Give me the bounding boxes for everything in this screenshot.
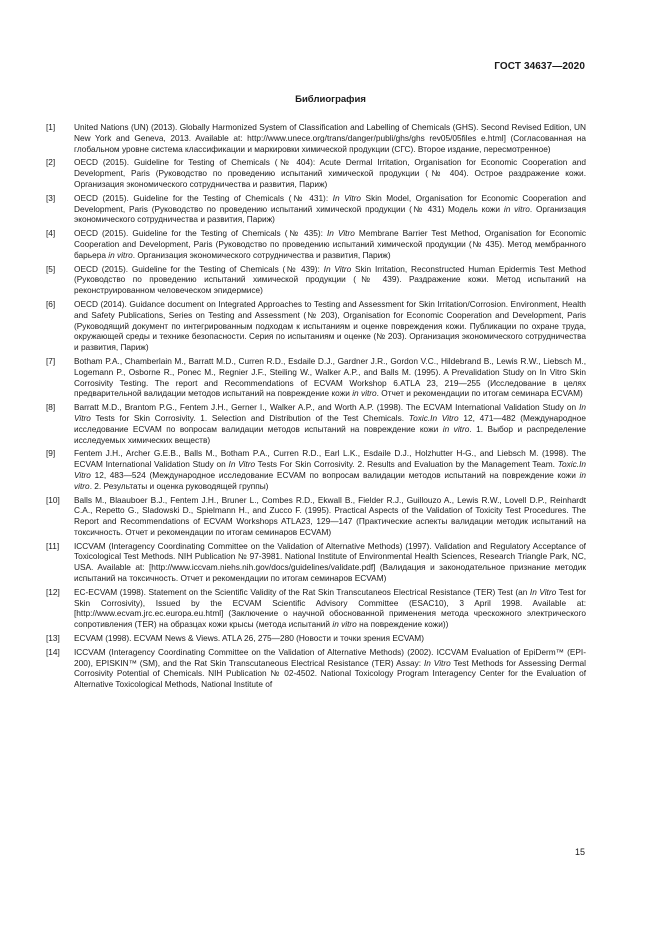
reference-segment: OECD (2015). Guideline for the Testing of Chemicals (№ 431):: [74, 192, 333, 203]
reference-segment: Tests for Skin Corrosivity. 1. Selection and Distribution of the Test Chemicals.: [90, 412, 409, 423]
reference-number: [12]: [46, 586, 60, 597]
bibliography-entry: [46, 122, 586, 154]
reference-segment: на повреждение кожи)): [356, 619, 449, 630]
reference-segment: OECD (2015). Guideline for the Testing of Chemicals (№ 439):: [74, 263, 324, 274]
reference-segment: Tests For Skin Corrosivity. 2. Results and Evaluation by the Management Team.: [255, 459, 558, 470]
reference-text: [74, 495, 586, 538]
reference-number: [3]: [46, 192, 56, 203]
reference-italic-segment: in vitro: [74, 469, 586, 491]
reference-text: [74, 647, 586, 690]
reference-italic-segment: In Vitro: [74, 402, 586, 423]
reference-text: [74, 541, 586, 584]
reference-text: [74, 633, 586, 644]
reference-italic-segment: In Vitro: [228, 459, 256, 470]
reference-segment: United Nations (UN) (2013). Globally Harmonized System of Classification and Labelling of Chemicals (GHS). Second Revised Edition, UN New York and Geneva, 2013. Available at: http://www.unece.org/trans/danger/publi/ghs/ghs rev05/05files e.html] (Согласованная на глобальном уровне система классификации и маркировки химической продукции (СГС). Второе издание, пересмотренное): [74, 122, 586, 154]
reference-italic-segment: in vitro: [503, 203, 530, 214]
reference-italic-segment: In Vitro: [529, 586, 557, 597]
reference-text: [74, 193, 586, 225]
reference-number: [7]: [46, 355, 56, 366]
reference-number: [4]: [46, 228, 56, 239]
reference-number: [9]: [46, 448, 56, 459]
reference-italic-segment: in vitro: [442, 423, 470, 434]
reference-text: [74, 587, 586, 630]
reference-segment: . Отчет и рекомендации по итогам семинара ECVAM): [376, 388, 583, 399]
bibliography-entry: [46, 448, 586, 491]
reference-number: [14]: [46, 646, 60, 657]
reference-italic-segment: in vitro: [108, 249, 133, 260]
page-number: 15: [574, 847, 585, 857]
bibliography-entry: [46, 633, 586, 644]
reference-number: [11]: [46, 540, 60, 551]
reference-italic-segment: In Vitro: [326, 228, 355, 239]
reference-italic-segment: Toxic.In Vitro: [74, 459, 586, 480]
bibliography-entry: [46, 587, 586, 630]
reference-segment: OECD (2015). Guideline for the Testing of Chemicals (№ 435):: [74, 228, 327, 239]
bibliography-entry: [46, 193, 586, 225]
reference-segment: Membrane Barrier Test Method, Organisation for Economic Cooperation and Development, Paris (Руководство по проведению испытаний химической продукции (№ 435). Метод мембранного барьера: [74, 228, 587, 260]
reference-italic-segment: In Vitro: [423, 657, 451, 668]
reference-segment: EC-ECVAM (1998). Statement on the Scientific Validity of the Rat Skin Transcutaneos Electrical Resistance (TER) Test (an: [74, 586, 530, 597]
reference-segment: OECD (2015). Guideline for Testing of Chemicals (№ 404): Acute Dermal Irritation, Organisation for Economic Cooperation and Development, Paris (Руководство по проведению испытаний химической продукции (№ 404). Острое раздражение кожи. Организация экономического сотрудничества и развития, Париж): [74, 157, 586, 189]
bibliography-entry: [46, 264, 586, 296]
reference-segment: Fentem J.H., Archer G.E.B., Balls M., Botham P.A., Curren R.D., Earl L.K., Esdaile D.J., Holzhutter H-G., and Liebsch M. (1998). The ECVAM International Validation Study on: [74, 448, 586, 470]
bibliography-entry: [46, 228, 586, 260]
reference-text: [74, 299, 586, 353]
reference-text: [74, 122, 586, 154]
reference-number: [1]: [46, 122, 56, 132]
reference-segment: Balls M., Blaauboer B.J., Fentem J.H., Bruner L., Combes R.D., Ekwall B., Fielder R.J., Guillouzo A., Lewis R.W., Lovell D.P., Reinhardt C.A., Repetto G., Sladowski D., Spielmann H., and Zucco F. (1995). Practical Aspects of the Validation of Toxicity Test Procedures. The Report and Recommendations of ECVAM Workshops ATLA23, 129—147 (Практические аспекты валидации методик испытаний на токсичность. Отчет и рекомендации по итогам семинаров ECVAM): [74, 494, 586, 537]
section-title: Библиография: [295, 94, 366, 105]
reference-text: [74, 157, 586, 189]
reference-segment: . Организация экономического сотрудничества и развития, Париж): [74, 203, 586, 225]
reference-segment: Barratt M.D., Brantom P.G., Fentem J.H., Gerner I., Walker A.P., and Worth A.P. (1998). The ECVAM International Validation Study on: [74, 402, 580, 413]
bibliography-entry: [46, 647, 586, 690]
bibliography-entry: [46, 157, 586, 189]
bibliography-entry: [46, 299, 586, 353]
reference-segment: ECVAM (1998). ECVAM News & Views. ATLA 26, 275—280 (Новости и точки зрения ECVAM): [74, 633, 424, 644]
reference-segment: . Организация экономического сотрудничества и развития, Париж): [132, 249, 391, 260]
reference-number: [2]: [46, 157, 56, 168]
reference-text: [74, 402, 586, 445]
reference-segment: 12, 471—482 (Международное исследование ECVAM по вопросам валидации методов испытаний на повреждение кожи: [74, 412, 586, 434]
reference-italic-segment: In Vitro: [323, 263, 352, 274]
reference-segment: Test for Skin Corrosivity), Issued by the ECVAM Scientific Advisory Committee (ESAC10), 3 April 1998. Available at: [http://www.ecvam.jrc.ec.europa.eu.html] (Заключение о научной обоснованной применения метода чрескожного электрического сопротивления (TER) на образцах кожи крысы (метода испытаний: [74, 586, 587, 630]
reference-segment: ICCVAM (Interagency Coordinating Committee on the Validation of Alternative Methods) (2002). ICCVAM Evaluation of EpiDerm™ (EPI-200), EPISKIN™ (SM), and the Rat Skin Transcutaneous Electrical Resistance (TER) Assay:: [74, 646, 586, 668]
reference-number: [10]: [46, 494, 60, 505]
reference-segment: . 2. Результаты и оценка руководящей группы): [89, 480, 269, 491]
reference-italic-segment: in vitro: [332, 619, 357, 630]
reference-segment: Botham P.A., Chamberlain M., Barratt M.D., Curren R.D., Esdaile D.J., Gardner J.R., Gordon V.C., Hildebrand B., Lewis R.W., Liebsch M., Logemann P., Osborne R., Ponec M., Regnier J.F., Steiling W., Walker A.P., and Balls M. (1995). A Prevalidation Study on In Vitro Skin Corrosivity Testing. The report and Recommendations of ECVAM Workshop 6.ATLA 23, 219—255 (Исследование в целях предварительной валидации методов испытаний на повреждение кожи: [74, 355, 586, 399]
reference-segment: Test Methods for Assessing Dermal Corrosivity Potential of Chemicals. NIH Publication № 02-4502. National Toxicology Program Interagency Center for the Evaluation of Alternative Toxicological Methods, National Institute of: [74, 657, 586, 690]
bibliography-list: [46, 122, 586, 693]
reference-italic-segment: Toxic.In Vitro: [408, 412, 459, 423]
reference-italic-segment: in vitro: [352, 388, 377, 399]
reference-number: [6]: [46, 298, 56, 309]
reference-text: [74, 264, 586, 296]
bibliography-entry: [46, 541, 586, 584]
reference-number: [13]: [46, 633, 60, 644]
reference-segment: ICCVAM (Interagency Coordinating Committee on the Validation of Alternative Methods) (1997). Validation and Regulatory Acceptance of Toxicological Test Methods. NIH Publication № 97-3981. National Institute of Environmental Health Sciences, Research Triangle Park, NC, USA. Available at: [http://www.iccvam.niehs.nih.gov/docs/guidelines/validate.pdf] (Валидация и законодательное признание методик испытаний на токсичность. Отчет и рекомендации по итогам семинаров ECVAM): [74, 540, 586, 584]
document-code: ГОСТ 34637—2020: [494, 61, 585, 72]
reference-segment: Skin Irritation, Reconstructed Human Epidermis Test Method (Руководство по проведению испытаний химической продукции (№ 439). Раздражение кожи. Метод испытаний на реконструированном человеческом эпидермисе): [74, 263, 586, 296]
reference-italic-segment: In Vitro: [332, 192, 362, 203]
reference-text: [74, 356, 586, 399]
reference-segment: . 1. Выбор и распределение исследуемых химических веществ): [74, 423, 586, 445]
reference-text: [74, 448, 586, 491]
bibliography-entry: [46, 495, 586, 538]
bibliography-entry: [46, 356, 586, 399]
reference-segment: 12, 483—524 (Международное исследование ECVAM по вопросам валидации методов испытаний на повреждение кожи: [90, 469, 580, 480]
reference-text: [74, 228, 586, 260]
reference-number: [8]: [46, 402, 56, 413]
reference-segment: OECD (2014). Guidance document on Integrated Approaches to Testing and Assessment for Skin Irritation/Corrosion. Environment, Health and Safety Publications, Series on Testing and Assessment (№ 203), Organisation for Economic Cooperation and Development, Paris (Руководящий документ по интегрированным подходам к испытаниям и оценке повреждения кожи. Публикации по охране труда, окружающей среды и технике безопасности. Серия по испытаниям и оценке (№ 203). Организация экономического сотрудничества и развития, Париж): [74, 298, 586, 353]
reference-number: [5]: [46, 263, 56, 274]
bibliography-entry: [46, 402, 586, 445]
reference-segment: Skin Model, Organisation for Economic Cooperation and Development, Paris (Руководство по проведению испытаний химической продукции (№ 431) Модель кожи: [74, 192, 586, 214]
